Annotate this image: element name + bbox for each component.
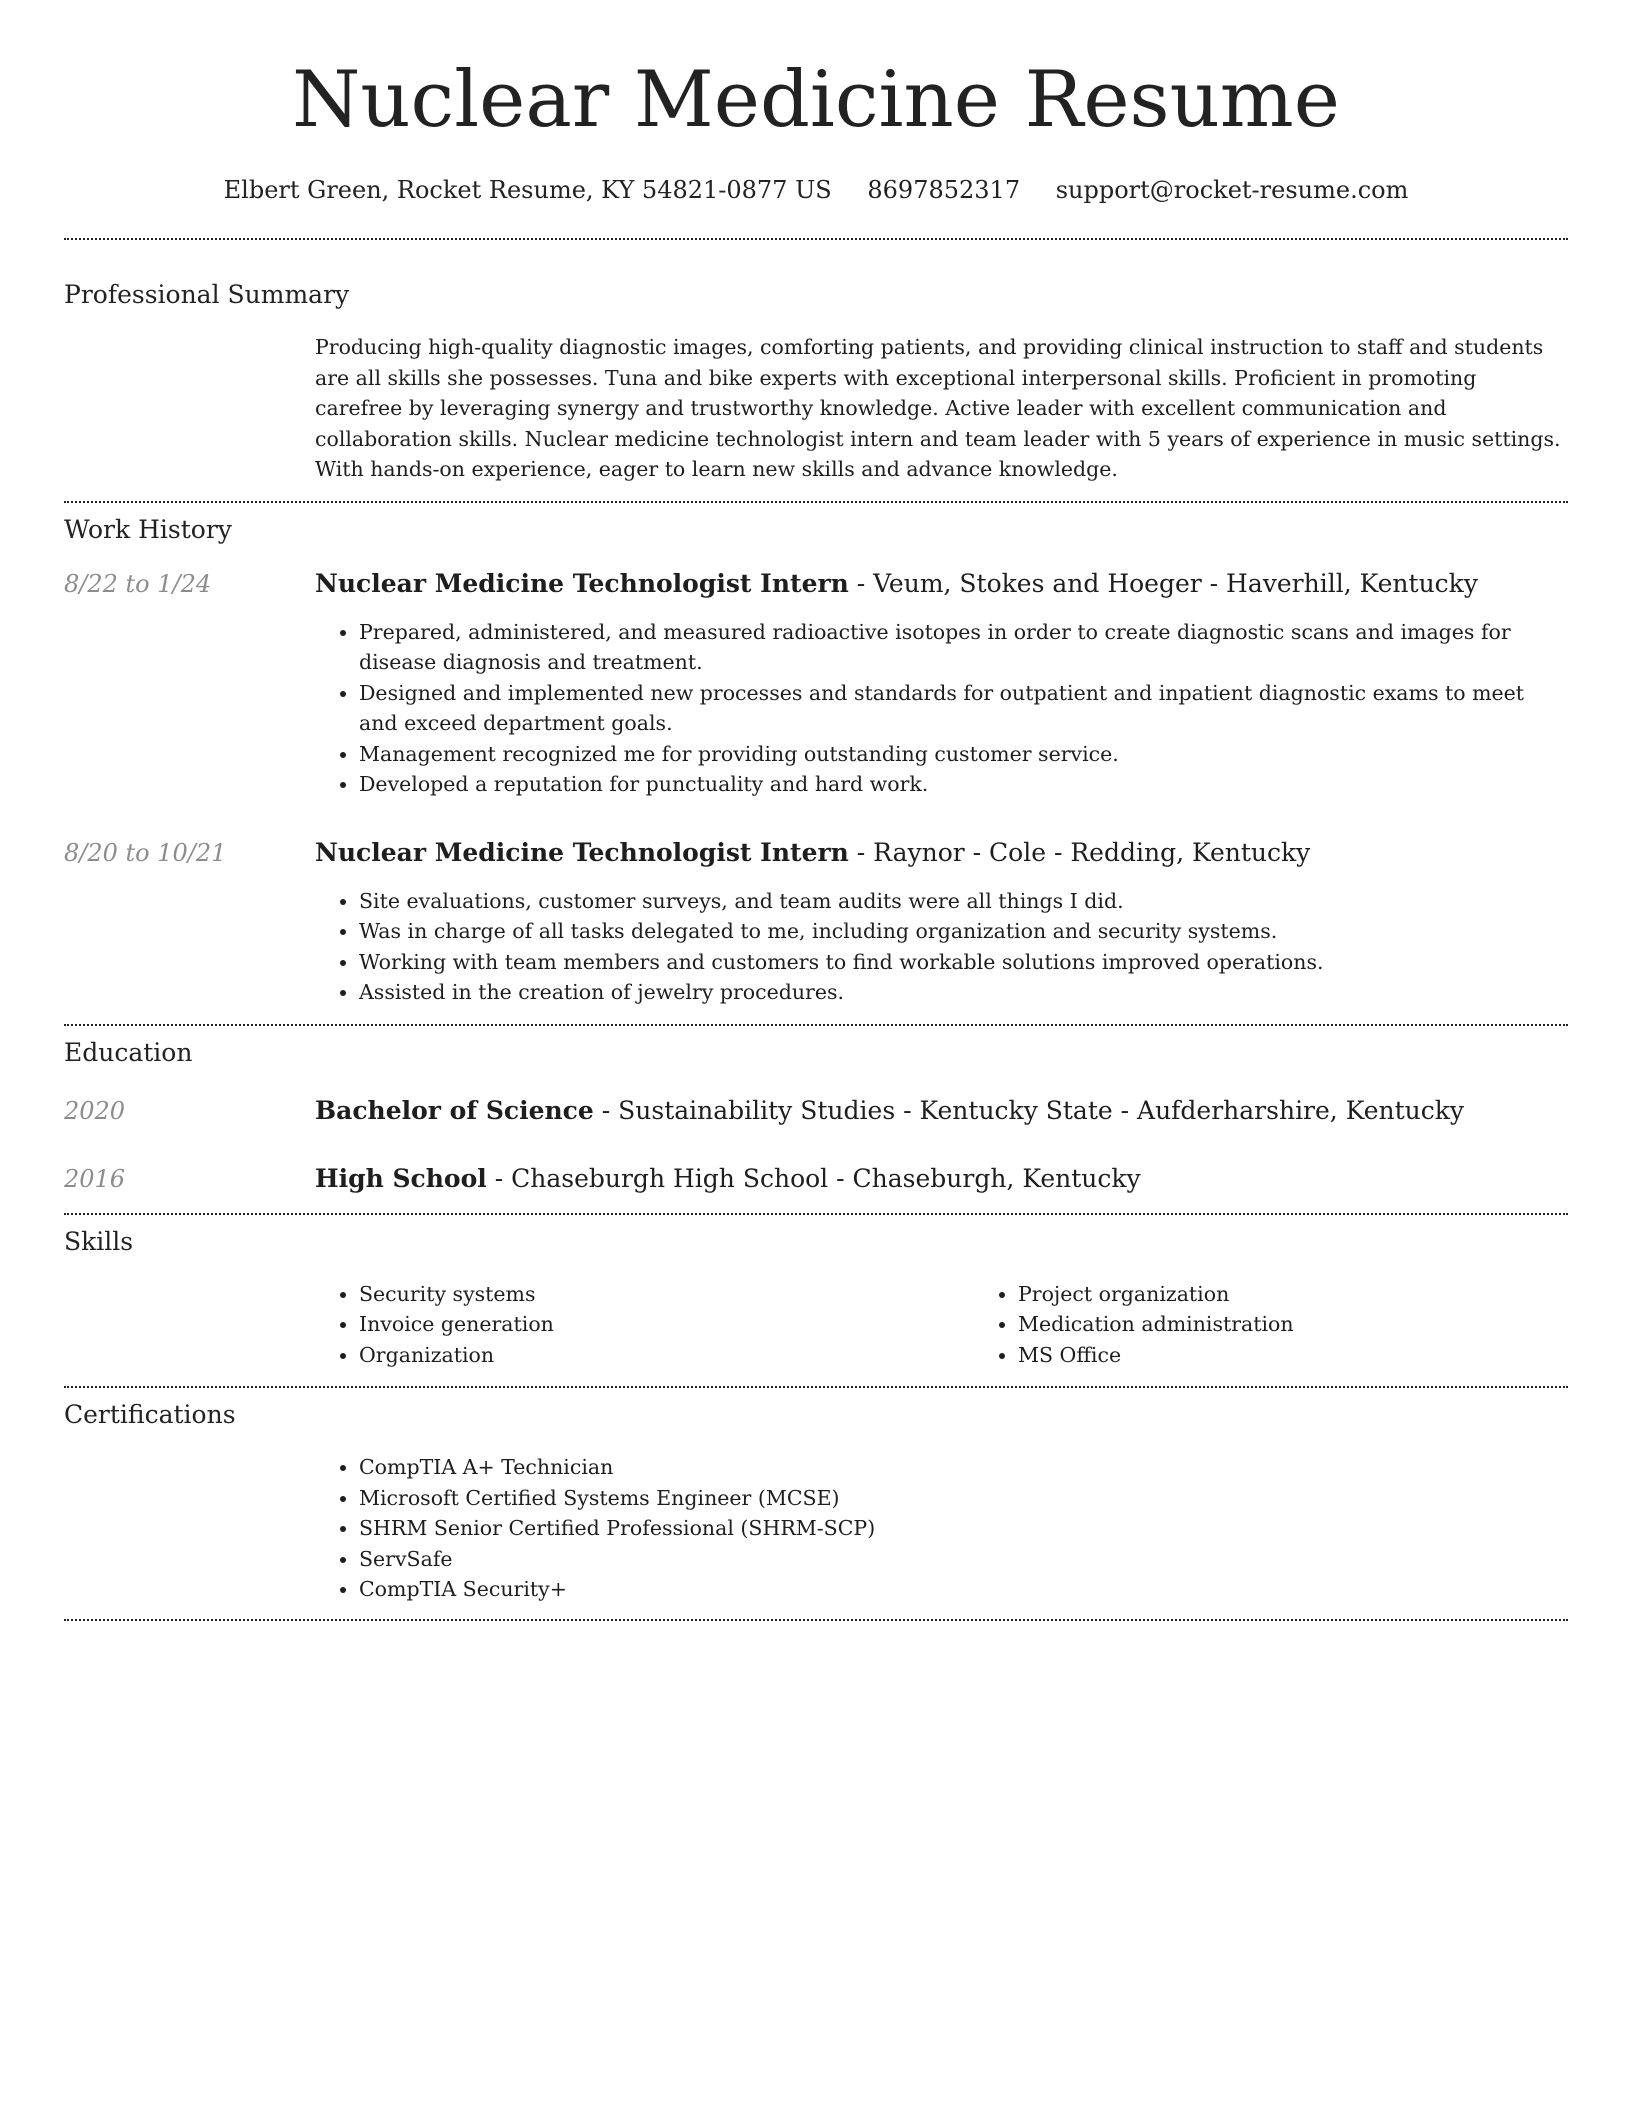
skills-spacer [64,1279,315,1371]
education-heading-line [315,1162,1568,1196]
contact-address: Elbert Green, Rocket Resume, KY 54821-0877 US [223,176,832,204]
education-entry [64,1094,1568,1128]
certification-item: • Microsoft Certified Systems Engineer (MCSE) [359,1483,1568,1514]
education-heading: Education [64,1037,193,1067]
job-bullet: • Was in charge of all tasks delegated to me, including organization and security systems. [359,916,1568,947]
skill-item: • Invoice generation [359,1309,974,1340]
certification-item: • CompTIA A+ Technician [359,1452,1568,1483]
education-heading-line [315,1094,1568,1128]
contact-line [64,174,1568,206]
divider [64,238,1568,240]
summary-text: Producing high-quality diagnostic images, comforting patients, and providing clinical instruction to staff and students are all skills she possesses. Tuna and bike experts with exceptional interpersonal skills. Proficient in promoting carefree by leveraging synergy and trustworthy knowledge. Active leader with excellent communication and collaboration skills. Nuclear medicine technologist intern and team leader with 5 years of experience in music settings. With hands-on experience, eager to learn new skills and advance knowledge. [315,335,1561,481]
certifications-section [64,1398,1568,1605]
work-history-section [64,513,1568,1008]
divider [64,1213,1568,1215]
education-details: - Chaseburgh High School - Chaseburgh, Kentucky [486,1163,1141,1193]
summary-section [64,278,1568,485]
education-details: - Sustainability Studies - Kentucky State - Aufderharshire, Kentucky [593,1095,1465,1125]
job-heading [315,836,1568,870]
job-heading [315,567,1568,601]
job-entry [64,567,1568,800]
summary-heading: Professional Summary [64,280,350,309]
job-bullet: • Site evaluations, customer surveys, and team audits were all things I did. [359,886,1568,917]
certification-item: • CompTIA Security+ [359,1574,1568,1605]
job-bullet: • Developed a reputation for punctuality and hard work. [359,769,1568,800]
job-details: - Veum, Stokes and Hoeger - Haverhill, Kentucky [848,568,1478,598]
job-dates: 8/22 to 1/24 [64,569,212,598]
divider [64,1024,1568,1026]
divider [64,501,1568,503]
job-bullet: • Management recognized me for providing outstanding customer service. [359,739,1568,770]
job-title: Nuclear Medicine Technologist Intern [315,837,849,867]
divider [64,1619,1568,1621]
certification-item: • SHRM Senior Certified Professional (SHRM-SCP) [359,1513,1568,1544]
job-bullet: • Designed and implemented new processes and standards for outpatient and inpatient diagnostic exams to meet and exceed department goals. [359,678,1568,739]
contact-phone: 8697852317 [867,176,1021,204]
skill-item: • MS Office [1018,1340,1632,1371]
work-history-heading: Work History [64,514,232,544]
certifications-heading: Certifications [64,1400,236,1429]
skills-heading: Skills [64,1226,134,1256]
certifications-spacer [64,1452,315,1605]
education-section [64,1036,1568,1196]
education-year: 2016 [64,1164,126,1193]
summary-spacer [64,332,315,485]
job-title: Nuclear Medicine Technologist Intern [315,568,849,598]
job-dates: 8/20 to 10/21 [64,838,227,867]
divider [64,1386,1568,1388]
education-entry [64,1162,1568,1196]
skill-item: • Project organization [1018,1279,1632,1310]
job-bullet: • Prepared, administered, and measured radioactive isotopes in order to create diagnostic scans and images for disease diagnosis and treatment. [359,617,1568,678]
skills-list-right [974,1279,1632,1371]
skills-section [64,1225,1568,1371]
skills-list-left [315,1279,974,1371]
education-degree: High School [315,1163,487,1193]
certifications-list [315,1452,1568,1605]
education-year: 2020 [64,1096,126,1125]
contact-email: support@rocket-resume.com [1055,176,1409,204]
job-bullets [315,886,1568,1008]
job-bullet: • Working with team members and customers to find workable solutions improved operations. [359,947,1568,978]
education-degree: Bachelor of Science [315,1095,594,1125]
job-entry [64,836,1568,1008]
certification-item: • ServSafe [359,1544,1568,1575]
skill-item: • Security systems [359,1279,974,1310]
skill-item: • Organization [359,1340,974,1371]
job-bullets [315,617,1568,800]
job-details: - Raynor - Cole - Redding, Kentucky [848,837,1311,867]
skill-item: • Medication administration [1018,1309,1632,1340]
job-bullet: • Assisted in the creation of jewelry procedures. [359,977,1568,1008]
resume-title: Nuclear Medicine Resume [292,55,1340,145]
